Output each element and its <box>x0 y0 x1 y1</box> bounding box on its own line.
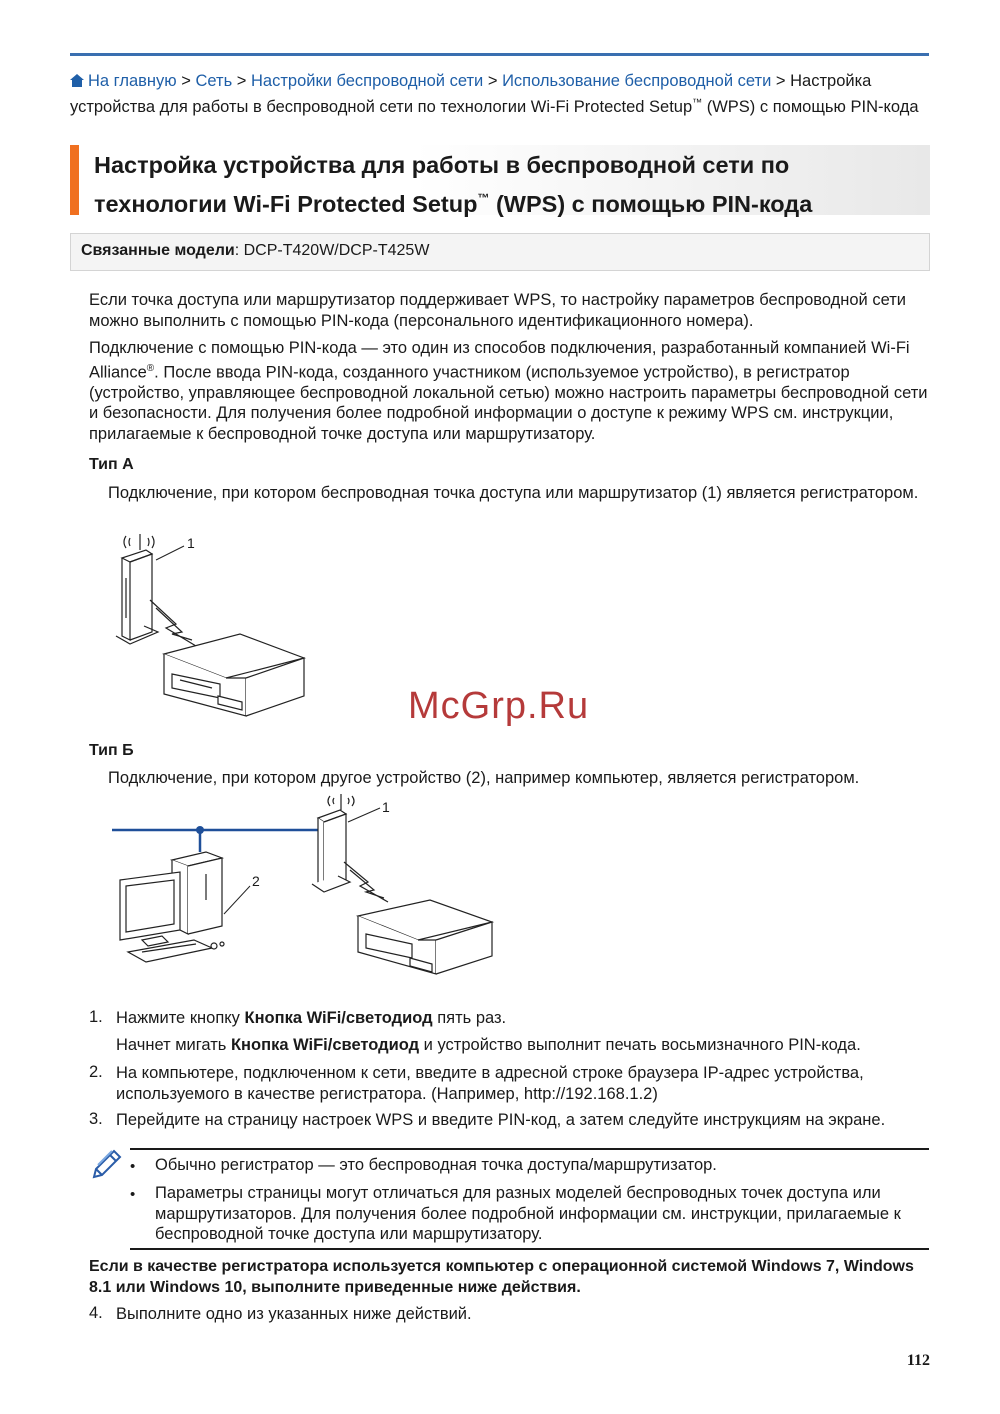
breadcrumb-link-wireless-use[interactable]: Использование беспроводной сети <box>502 72 772 90</box>
top-rule <box>70 53 929 56</box>
breadcrumb-separator: > <box>236 72 247 90</box>
type-b-heading: Тип Б <box>89 742 134 759</box>
step-1-result: Начнет мигать Кнопка WiFi/светодиод и устройство выполнит печать восьмизначного PIN-кода. <box>116 1036 861 1054</box>
breadcrumb-current: Настройка устройства для работы в беспроводной сети по технологии Wi-Fi Protected Setup™ (WPS) с помощью PIN-кода <box>70 72 919 116</box>
bullet: • <box>130 1158 136 1175</box>
callout-2: 2 <box>252 873 260 889</box>
related-models-value: : DCP-T420W/DCP-T425W <box>234 242 430 259</box>
type-a-diagram <box>100 528 320 728</box>
breadcrumb-separator: > <box>775 72 786 90</box>
note-bottom-rule <box>130 1248 929 1250</box>
callout-1: 1 <box>187 535 195 551</box>
type-a-heading: Тип A <box>89 456 134 473</box>
step-4-text: Выполните одно из указанных ниже действий. <box>116 1305 472 1323</box>
step-number: 4. <box>89 1304 103 1322</box>
intro-paragraph-2: Подключение с помощью PIN-кода — это один из способов подключения, разработанный компанией Wi-Fi Alliance®. После ввода PIN-кода, созданного участником (используемое устройство), в регистратор (устройство, управляющее беспроводной локальной сетью) можно настроить параметры беспроводной сети и безопасности. Для получения более подробной информации о доступе к режиму WPS см. инструкции, прилагаемые к беспроводной точке доступа или маршрутизатору. <box>89 339 928 443</box>
wireless-router-illustration <box>312 794 354 892</box>
step-number: 2. <box>89 1063 103 1081</box>
breadcrumb-home-link[interactable]: На главную <box>88 72 177 90</box>
type-a-description: Подключение, при котором беспроводная точка доступа или маршрутизатор (1) является регистратором. <box>108 484 919 502</box>
page-number: 112 <box>906 1352 930 1369</box>
watermark: McGrp.Ru <box>408 685 590 727</box>
home-icon[interactable] <box>70 74 84 87</box>
breadcrumb-separator: > <box>487 72 498 90</box>
pencil-note-icon <box>90 1143 124 1177</box>
type-b-diagram <box>112 790 502 980</box>
type-b-description: Подключение, при котором другое устройство (2), например компьютер, является регистратором. <box>108 769 860 787</box>
callout-1: 1 <box>382 799 390 815</box>
related-models-box <box>70 233 930 271</box>
note-item: Параметры страницы могут отличаться для разных моделей беспроводных точек доступа или маршрутизаторов. Для получения более подробной информации см. инструкции, прилагаемые к беспроводной точке доступа или маршрутизатору. <box>155 1184 901 1243</box>
breadcrumb-link-network[interactable]: Сеть <box>195 72 233 90</box>
step-number: 3. <box>89 1110 103 1128</box>
note-item: Обычно регистратор — это беспроводная точка доступа/маршрутизатор. <box>155 1156 717 1174</box>
printer-illustration <box>164 634 304 716</box>
breadcrumb-separator: > <box>181 72 191 90</box>
step-3-text: Перейдите на страницу настроек WPS и введите PIN-код, а затем следуйте инструкциям на экране. <box>116 1111 886 1129</box>
step-1-text: Нажмите кнопку Кнопка WiFi/светодиод пять раз. <box>116 1009 507 1027</box>
breadcrumb <box>70 70 930 118</box>
related-models-label: Связанные модели <box>81 242 235 259</box>
printer-illustration <box>358 900 492 974</box>
step-number: 1. <box>89 1008 103 1026</box>
bullet: • <box>130 1186 136 1203</box>
page-title: Настройка устройства для работы в беспроводной сети по технологии Wi-Fi Protected Setup™ (WPS) с помощью PIN-кода <box>94 152 813 217</box>
note-top-rule <box>130 1148 929 1150</box>
title-box <box>70 145 930 215</box>
windows-heading: Если в качестве регистратора используется компьютер с операционной системой Windows 7, Windows 8.1 или Windows 10, выполните приведенные ниже действия. <box>89 1258 914 1296</box>
title-accent-bar <box>70 145 79 215</box>
computer-illustration <box>120 852 224 962</box>
related-models <box>81 242 429 260</box>
breadcrumb-link-wireless-settings[interactable]: Настройки беспроводной сети <box>251 72 484 90</box>
wireless-router-illustration <box>116 534 158 644</box>
step-2-text: На компьютере, подключенном к сети, введите в адресной строке браузера IP-адрес устройства, используемого в качестве регистратора. (Например, http://192.168.1.2) <box>116 1064 864 1103</box>
intro-paragraph-1: Если точка доступа или маршрутизатор поддерживает WPS, то настройку параметров беспроводной сети можно выполнить с помощью PIN-кода (персонального идентификационного номера). <box>89 291 907 330</box>
